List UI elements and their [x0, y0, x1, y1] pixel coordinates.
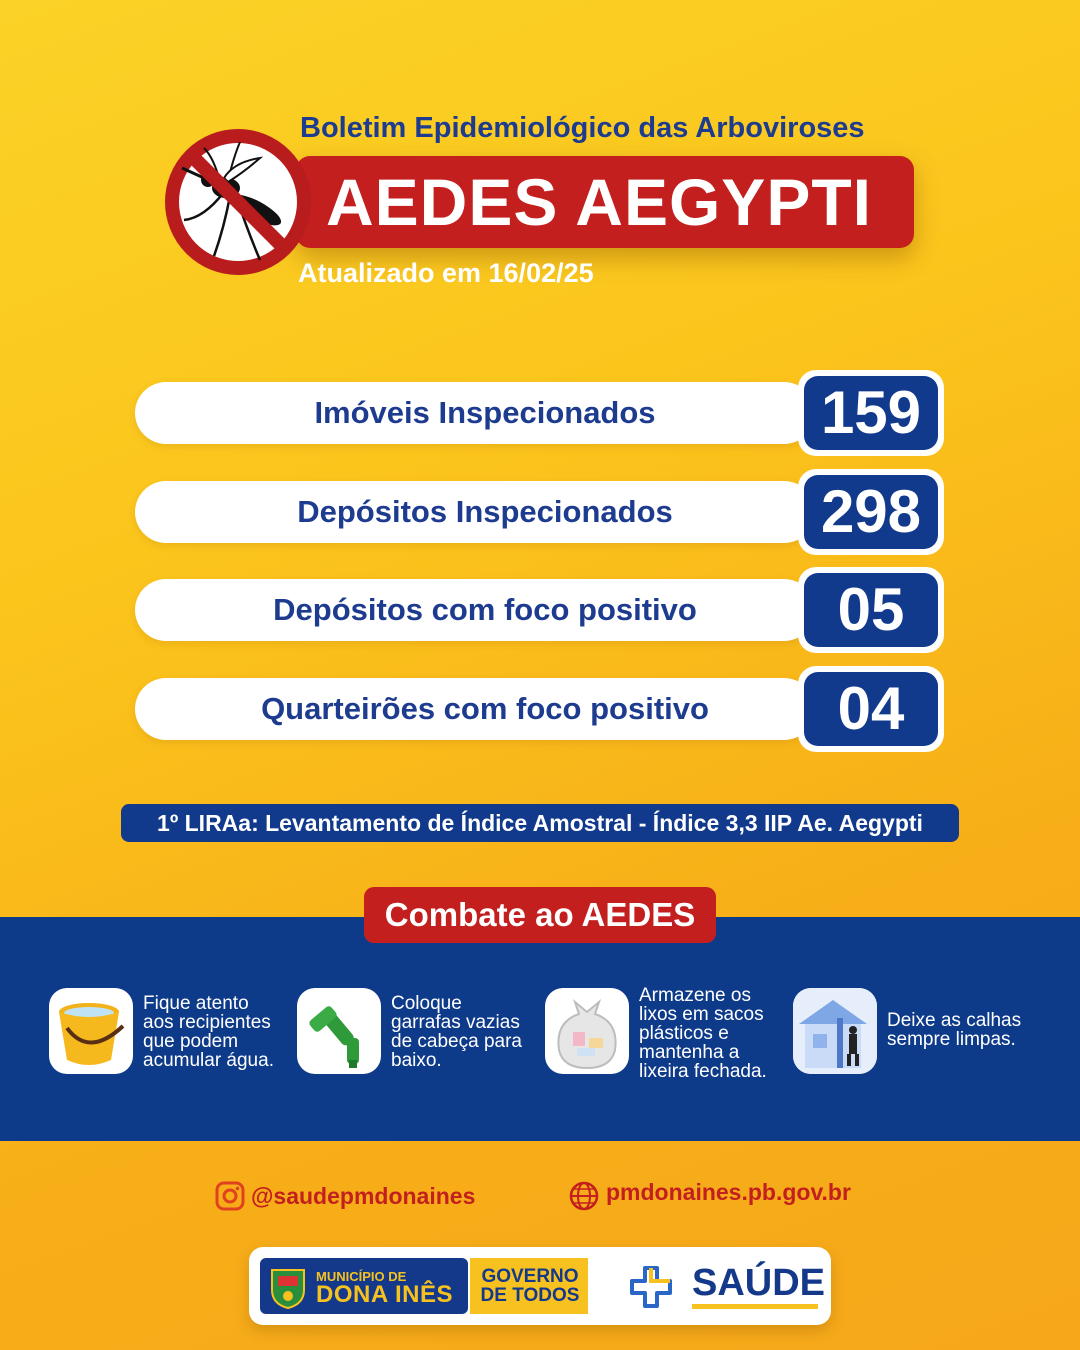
stat-value-box-quarteiroes-foco: [798, 666, 944, 752]
instagram-icon: [214, 1180, 246, 1212]
instagram-handle[interactable]: @saudepmdonaines: [251, 1183, 476, 1209]
saude-logo-text: SAÚDE: [692, 1262, 826, 1304]
bulletin-subtitle: Boletim Epidemiológico das Arboviroses: [300, 112, 865, 144]
globe-icon: [568, 1180, 600, 1212]
stat-value-depositos: 298: [804, 475, 938, 549]
liraa-index-banner: 1º LIRAa: Levantamento de Índice Amostral - Índice 3,3 IIP Ae. Aegypti: [121, 804, 959, 842]
governo-text: GOVERNO DE TODOS: [480, 1266, 580, 1306]
stat-value-depositos-foco: 05: [804, 573, 938, 647]
stat-value-quarteiroes-foco: 04: [804, 672, 938, 746]
stat-label-quarteiroes-foco: Quarteirões com foco positivo: [261, 691, 709, 726]
tip-text-recipientes: Fique atento aos recipientes que podem acumular água.: [143, 993, 274, 1071]
stat-label-depositos: Depósitos Inspecionados: [297, 494, 673, 529]
updated-date: Atualizado em 16/02/25: [298, 258, 594, 288]
page-title: AEDES AEGYPTI: [326, 165, 872, 239]
tip-text-calhas: Deixe as calhas sempre limpas.: [887, 1010, 1022, 1050]
stat-label-imoveis: Imóveis Inspecionados: [314, 395, 656, 430]
stat-value-box-imoveis: [798, 370, 944, 456]
website-link[interactable]: pmdonaines.pb.gov.br: [606, 1179, 851, 1205]
tip-text-lixo: Armazene os lixos em sacos plásticos e mantenha a lixeira fechada.: [639, 985, 767, 1082]
saude-underline: [692, 1304, 818, 1309]
bucket-icon: [49, 988, 133, 1074]
tip-text-garrafas: Coloque garrafas vazias de cabeça para baixo.: [391, 993, 522, 1071]
stat-value-imoveis: 159: [804, 376, 938, 450]
stat-value-box-depositos-foco: [798, 567, 944, 653]
municipio-name: DONA INÊS: [316, 1281, 453, 1308]
health-cross-icon: [628, 1264, 674, 1310]
gutter-cleaning-icon: [793, 988, 877, 1074]
bottle-icon: [297, 988, 381, 1074]
stat-label-depositos-foco: Depósitos com foco positivo: [273, 592, 697, 627]
stat-value-box-depositos: [798, 469, 944, 555]
coat-of-arms-icon: [266, 1262, 310, 1310]
no-mosquito-icon: [164, 128, 312, 276]
combate-title: Combate ao AEDES: [364, 887, 716, 943]
municipio-label: MUNICÍPIO DE: [316, 1269, 407, 1284]
trash-bag-icon: [545, 988, 629, 1074]
